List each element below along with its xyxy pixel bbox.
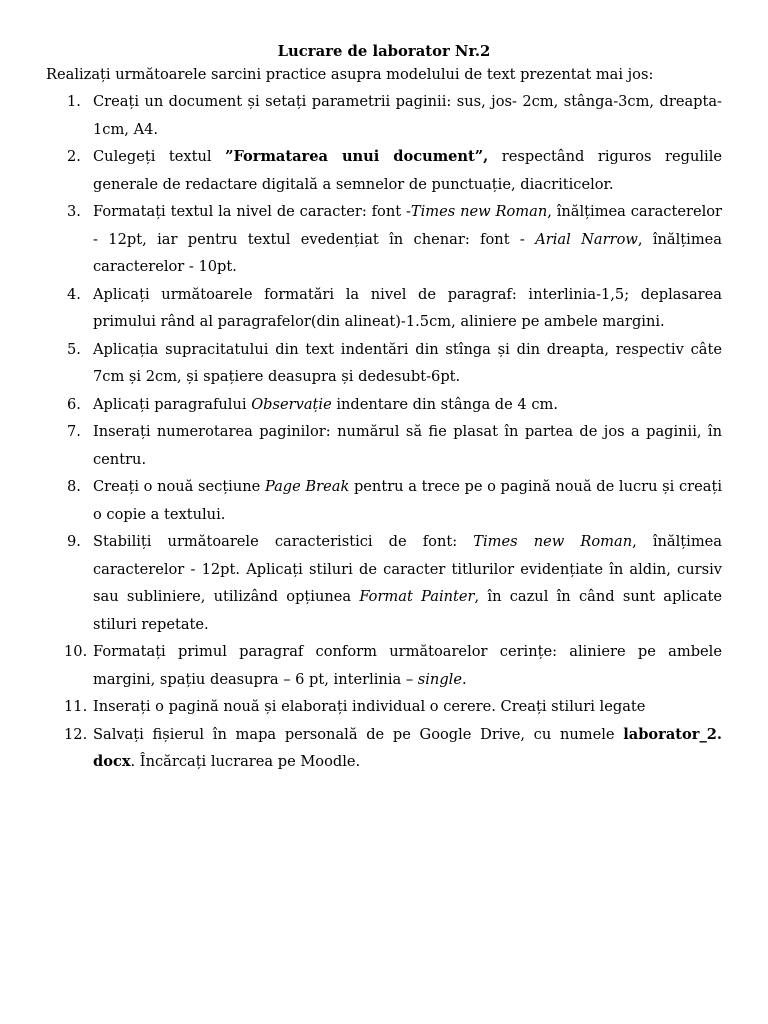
task-text: , înălțimea caracterelor - 12pt. Aplicați stiluri de caracter titlurilor evidențiate în aldin, cursiv sau subliniere, utilizând opțiunea: [93, 533, 723, 605]
task-item: [46, 391, 722, 419]
task-number: 5.: [67, 340, 81, 358]
task-number: 4.: [67, 285, 81, 303]
task-number: 7.: [67, 423, 81, 440]
task-text: .: [461, 670, 467, 688]
task-text: Salvați fișierul în mapa personală de pe Google Drive, cu numele: [93, 725, 624, 743]
task-item: [46, 418, 722, 473]
task-text: Stabiliți următoarele caracteristici de font:: [93, 533, 474, 550]
task-text: Formatați textul la nivel de caracter: font -: [93, 203, 411, 220]
task-text: . Încărcați lucrarea pe Moodle.: [130, 753, 361, 770]
task-text: Formatați primul paragraf conform următoarelor cerințe: aliniere pe ambele margini, spațiu deasupra – 6 pt, interlinia –: [93, 643, 722, 688]
task-text-bold: ”Formatarea unui document”,: [225, 148, 489, 165]
task-item: [46, 88, 722, 143]
task-text-italic: Arial Narrow: [535, 230, 638, 248]
task-text: Inserați numerotarea paginilor: numărul să fie plasat în partea de jos a paginii, în centru.: [93, 423, 722, 468]
task-text: respectând riguros regulile generale de redactare digitală a semnelor de punctuație, diacriticelor.: [93, 148, 722, 193]
task-text: indentare din stânga de 4 cm.: [331, 395, 558, 413]
task-text-italic: single: [417, 670, 462, 688]
document-title: Lucrare de laborator Nr.2: [277, 43, 491, 60]
task-number: 12.: [64, 725, 88, 743]
task-text: Inserați o pagină nouă și elaborați individual o cerere. Creați stiluri legate: [93, 698, 646, 715]
task-item: [46, 143, 722, 198]
task-text: pentru a trece pe o pagină nouă de lucru și creați o copie a textului.: [93, 478, 722, 523]
task-number: 3.: [67, 203, 81, 220]
task-item: [46, 281, 722, 336]
task-item: [46, 638, 722, 693]
task-number: 11.: [64, 698, 88, 715]
task-number: 6.: [67, 395, 81, 413]
task-item: [46, 721, 722, 776]
task-number: 1.: [67, 93, 81, 110]
document-intro: Realizați următoarele sarcini practice asupra modelului de text prezentat mai jos:: [46, 66, 654, 83]
task-text: , înălțimea caracterelor - 12pt, iar pentru textul evedențiat în chenar: font -: [93, 203, 723, 248]
task-text-bold: laborator_2. docx: [93, 725, 722, 770]
task-text: Aplicați următoarele formatări la nivel de paragraf: interlinia-1,5; deplasarea primului rând al paragrafelor(din alineat)-1.5cm, aliniere pe ambele margini.: [93, 285, 722, 330]
task-text-italic: Times new Roman: [410, 203, 548, 220]
task-text: Culegeți textul: [93, 148, 226, 165]
task-text: Aplicația supracitatului din text indentări din stînga și din dreapta, respectiv câte 7cm și 2cm, și spațiere deasupra și dedesubt-6pt.: [93, 340, 722, 385]
task-text: Creați un document și setați parametrii paginii: sus, jos- 2cm, stânga-3cm, dreapta-1cm, A4.: [93, 93, 722, 138]
task-number: 9.: [67, 533, 81, 550]
task-item: [46, 473, 722, 528]
task-text-italic: Page Break: [264, 478, 350, 495]
task-item: [46, 528, 722, 638]
task-text: Aplicați paragrafului: [93, 395, 252, 413]
task-item: [46, 693, 722, 721]
task-text: , în cazul în când sunt aplicate stiluri repetate.: [93, 588, 722, 633]
task-text: Creați o nouă secțiune: [93, 478, 265, 495]
task-text-italic: Format Painter: [359, 588, 475, 605]
task-text-italic: Times new Roman: [473, 533, 633, 550]
task-number: 10.: [64, 643, 88, 660]
task-text-italic: Observație: [251, 395, 332, 413]
task-number: 2.: [67, 148, 81, 165]
task-item: [46, 198, 722, 281]
task-item: [46, 336, 722, 391]
task-number: 8.: [67, 478, 81, 495]
task-text: , înălțimea caracterelor - 10pt.: [93, 230, 723, 275]
task-list: [46, 88, 722, 776]
